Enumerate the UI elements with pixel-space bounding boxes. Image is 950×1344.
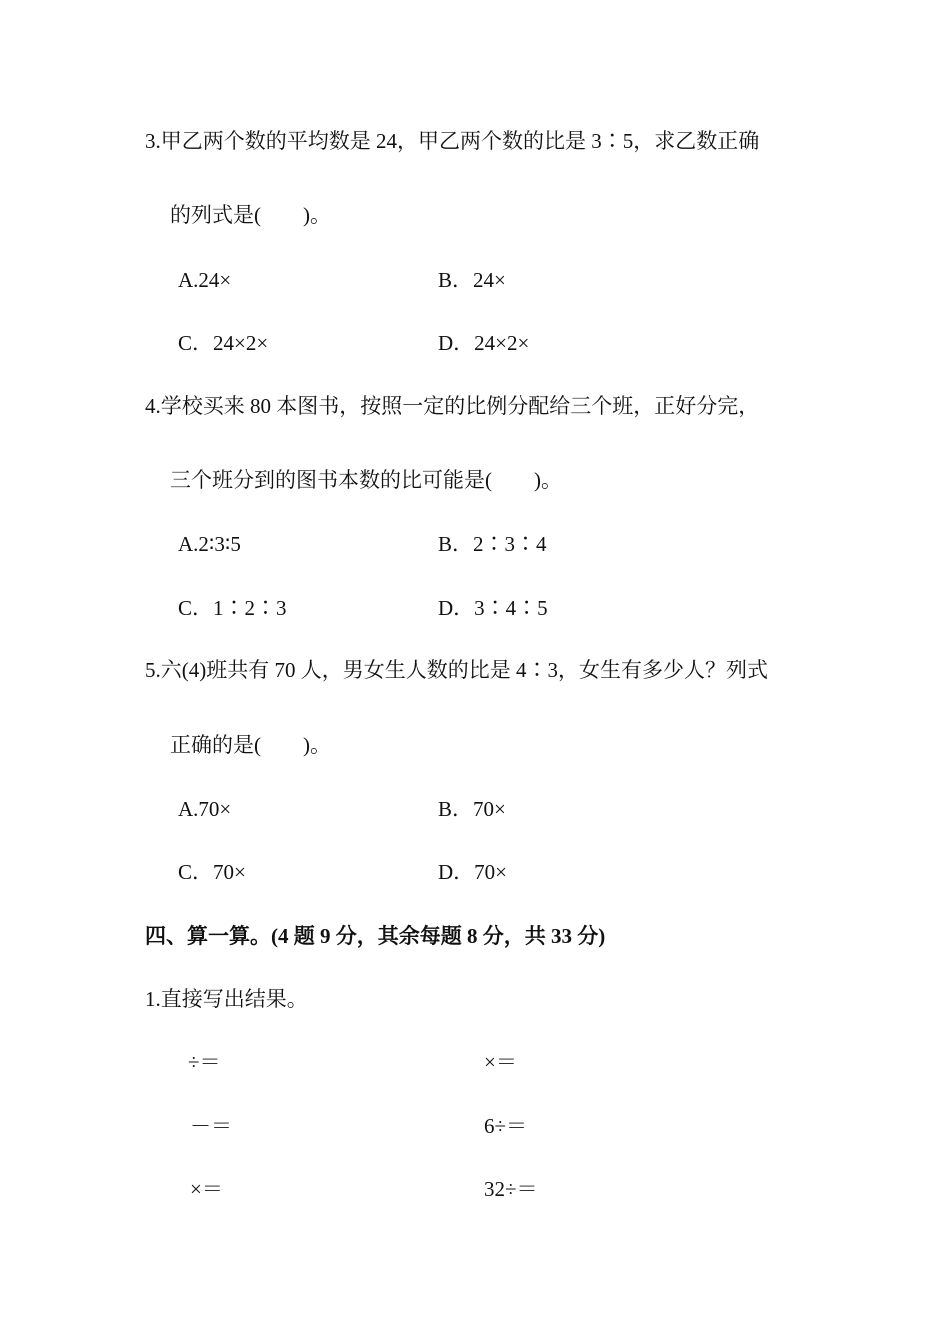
q3-option-b: B．24×: [438, 268, 506, 292]
q4-stem-line1: 4.学校买来 80 本图书，按照一定的比例分配给三个班，正好分完，: [145, 394, 760, 418]
q3-option-a: A.24×: [178, 268, 232, 292]
section4-q1-label: 1.直接写出结果。: [145, 987, 308, 1011]
q4-option-b: B．2∶3∶4: [438, 532, 547, 556]
q5-option-c: C．70×: [178, 860, 246, 884]
q4-stem-line2: 三个班分到的图书本数的比可能是( )。: [170, 468, 562, 492]
q4-option-d: D．3∶4∶5: [438, 596, 548, 620]
calc-item: ×＝: [190, 1177, 223, 1201]
calc-item: ÷＝: [188, 1050, 221, 1074]
calc-item: 32÷＝: [484, 1177, 538, 1201]
section4-heading: 四、算一算。(4 题 9 分，其余每题 8 分，共 33 分): [145, 924, 606, 948]
q5-stem-line1: 5.六(4)班共有 70 人，男女生人数的比是 4∶3，女生有多少人？列式: [145, 658, 768, 682]
calc-item: －＝: [190, 1114, 232, 1138]
q5-option-b: B．70×: [438, 797, 506, 821]
calc-item: ×＝: [484, 1050, 517, 1074]
q4-option-a: A.2∶3∶5: [178, 532, 241, 556]
q4-option-c: C．1∶2∶3: [178, 596, 287, 620]
q5-option-d: D．70×: [438, 860, 508, 884]
q5-option-a: A.70×: [178, 797, 232, 821]
calc-item: 6÷＝: [484, 1114, 528, 1138]
q3-option-d: D．24×2×: [438, 331, 530, 355]
q3-option-c: C．24×2×: [178, 331, 269, 355]
q3-stem-line2: 的列式是( )。: [170, 203, 331, 227]
q3-stem-line1: 3.甲乙两个数的平均数是 24，甲乙两个数的比是 3∶5，求乙数正确: [145, 129, 760, 153]
q5-stem-line2: 正确的是( )。: [170, 733, 331, 757]
